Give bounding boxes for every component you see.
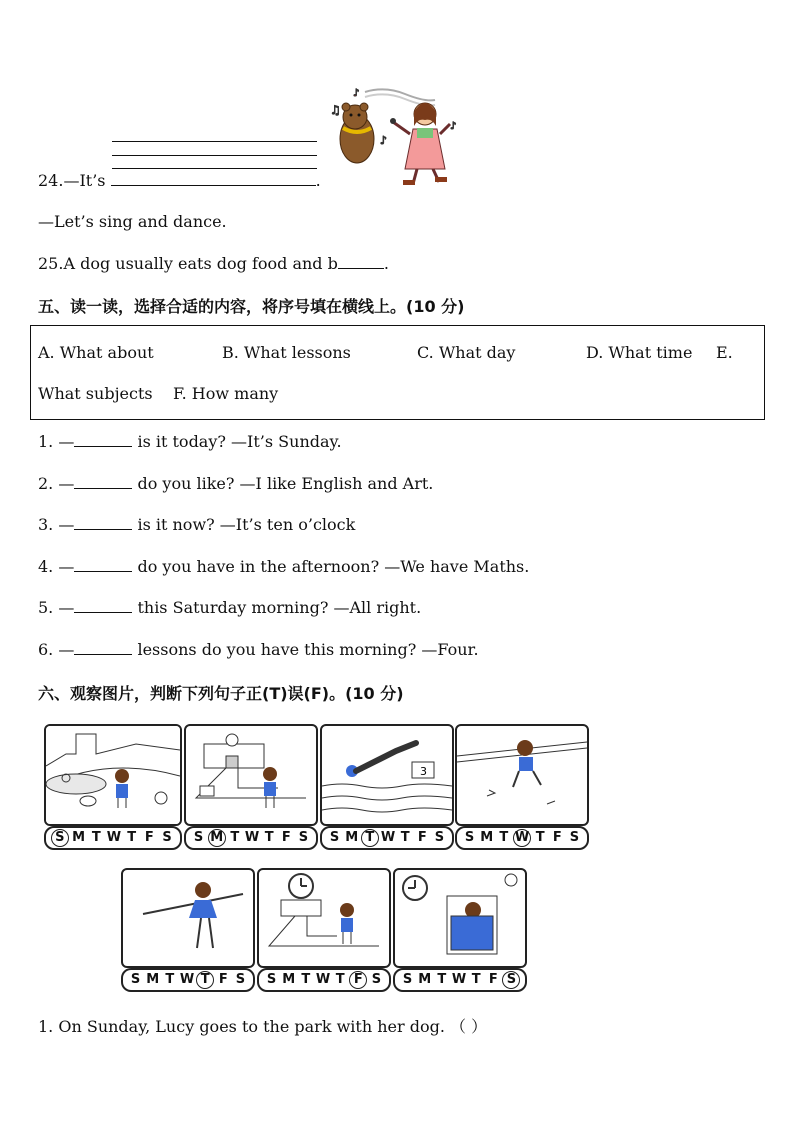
- option-b: B. What lessons: [222, 343, 351, 362]
- section-5-question-2: [38, 474, 433, 493]
- options-box: [30, 325, 765, 420]
- day-letter: M: [480, 830, 494, 845]
- day-strip-5: [121, 968, 255, 992]
- day-letter: F: [417, 830, 427, 845]
- day-letter: M: [282, 972, 296, 987]
- day-strip-4: [455, 826, 589, 850]
- question-text: do you have in the afternoon? —We have Maths.: [137, 557, 530, 576]
- svg-text:♫: ♫: [330, 103, 341, 117]
- svg-text:♪: ♪: [450, 121, 457, 132]
- sun-icon: [505, 874, 517, 886]
- answer-line[interactable]: [112, 155, 317, 156]
- question-number: 1. —: [38, 432, 75, 451]
- day-letter: W: [451, 972, 467, 987]
- picture-panel-sleeping: [393, 868, 527, 968]
- day-letter: W: [380, 830, 396, 845]
- day-letter: T: [535, 830, 545, 845]
- day-letter: S: [193, 830, 204, 845]
- day-letter: F: [488, 972, 498, 987]
- day-letter: M: [208, 829, 226, 847]
- section-5-question-6: [38, 640, 479, 659]
- question-text: is it today? —It’s Sunday.: [137, 432, 342, 451]
- answer-blank[interactable]: [74, 528, 132, 530]
- option-c: C. What day: [417, 343, 516, 362]
- day-letter: S: [298, 830, 309, 845]
- question-24-prefix: 24.—It’s: [38, 171, 106, 190]
- day-letter: W: [106, 830, 122, 845]
- day-letter: F: [144, 830, 154, 845]
- day-letter: T: [471, 972, 481, 987]
- day-letter: S: [329, 830, 340, 845]
- section-5-question-5: [38, 598, 421, 617]
- day-letter: S: [266, 972, 277, 987]
- question-number: 5. —: [38, 598, 75, 617]
- svg-text:3: 3: [420, 765, 427, 778]
- singing-bear-girl-illustration: [325, 84, 460, 189]
- answer-blank[interactable]: [74, 570, 132, 572]
- question-25: [38, 254, 389, 273]
- question-text: do you like? —I like English and Art.: [137, 474, 434, 493]
- day-letter: W: [315, 972, 331, 987]
- day-strip-1: [44, 826, 182, 850]
- answer-blank[interactable]: [74, 445, 132, 447]
- day-letter: T: [335, 972, 345, 987]
- day-letter: M: [345, 830, 359, 845]
- section-6-question-1: 1. On Sunday, Lucy goes to the park with her dog. （ ）: [38, 1017, 488, 1036]
- day-letter: S: [434, 830, 445, 845]
- day-letter: T: [196, 971, 214, 989]
- day-letter: S: [162, 830, 172, 845]
- question-number: 6. —: [38, 640, 75, 659]
- day-strip-6: [257, 968, 391, 992]
- day-letter: M: [418, 972, 432, 987]
- option-e-label: E.: [716, 343, 733, 362]
- question-number: 3. —: [38, 515, 75, 534]
- question-number: 4. —: [38, 557, 75, 576]
- day-letter: F: [349, 971, 367, 989]
- day-letter: S: [51, 829, 69, 847]
- question-text: this Saturday morning? —All right.: [137, 598, 422, 617]
- day-letter: F: [552, 830, 562, 845]
- svg-text:♪: ♪: [353, 88, 360, 99]
- option-f: F. How many: [173, 384, 279, 403]
- day-letter: W: [244, 830, 260, 845]
- question-number: 2. —: [38, 474, 75, 493]
- day-letter: F: [218, 972, 228, 987]
- answer-line[interactable]: [112, 168, 317, 169]
- option-e-text: What subjects: [38, 384, 153, 403]
- day-letter: S: [402, 972, 413, 987]
- day-letter: S: [235, 972, 246, 987]
- picture-panel-swimming: [320, 724, 454, 826]
- day-letter: W: [179, 972, 195, 987]
- day-letter: T: [165, 972, 175, 987]
- picture-panel-dancing: [121, 868, 255, 968]
- section-6-heading: 六、观察图片，判断下列句子正(T)误(F)。(10 分): [38, 684, 404, 703]
- question-25-end: .: [383, 254, 389, 273]
- day-letter: M: [146, 972, 160, 987]
- day-letter: S: [502, 971, 520, 989]
- question-24-answer: —Let’s sing and dance.: [38, 212, 227, 231]
- answer-blank[interactable]: [74, 487, 132, 489]
- day-letter: F: [281, 830, 291, 845]
- svg-text:♪: ♪: [380, 134, 388, 147]
- option-a: A. What about: [38, 343, 154, 362]
- day-letter: S: [464, 830, 475, 845]
- day-strip-2: [184, 826, 318, 850]
- day-strip-7: [393, 968, 527, 992]
- section-5-question-1: [38, 432, 342, 451]
- day-letter: T: [91, 830, 101, 845]
- day-letter: T: [437, 972, 447, 987]
- picture-panel-park: [44, 724, 182, 826]
- section-5-question-3: [38, 515, 355, 534]
- option-d: D. What time: [586, 343, 693, 362]
- day-letter: S: [371, 972, 382, 987]
- question-text: is it now? —It’s ten o’clock: [137, 515, 356, 534]
- day-letter: T: [400, 830, 410, 845]
- day-letter: T: [301, 972, 311, 987]
- answer-blank[interactable]: [111, 184, 316, 186]
- section-5-heading: 五、读一读，选择合适的内容，将序号填在横线上。(10 分): [38, 297, 465, 316]
- question-text: lessons do you have this morning? —Four.: [137, 640, 479, 659]
- picture-panel-skating: [455, 724, 589, 826]
- picture-panel-school: [184, 724, 318, 826]
- day-letter: S: [130, 972, 141, 987]
- day-letter: S: [569, 830, 580, 845]
- question-25-text: 25.A dog usually eats dog food and b: [38, 254, 338, 273]
- answer-blank[interactable]: [338, 267, 384, 269]
- day-letter: T: [264, 830, 274, 845]
- day-strip-3: [320, 826, 454, 850]
- day-letter: T: [127, 830, 137, 845]
- day-letter: W: [514, 830, 530, 845]
- section-5-question-4: [38, 557, 529, 576]
- day-letter: T: [230, 830, 240, 845]
- question-24: [38, 171, 321, 190]
- day-letter: T: [499, 830, 509, 845]
- day-letter: M: [72, 830, 86, 845]
- answer-blank[interactable]: [74, 611, 132, 613]
- question-24-period: .: [315, 171, 321, 190]
- answer-blank[interactable]: [74, 653, 132, 655]
- picture-panel-school-clock: [257, 868, 391, 968]
- answer-line[interactable]: [112, 141, 317, 142]
- day-letter: T: [361, 829, 379, 847]
